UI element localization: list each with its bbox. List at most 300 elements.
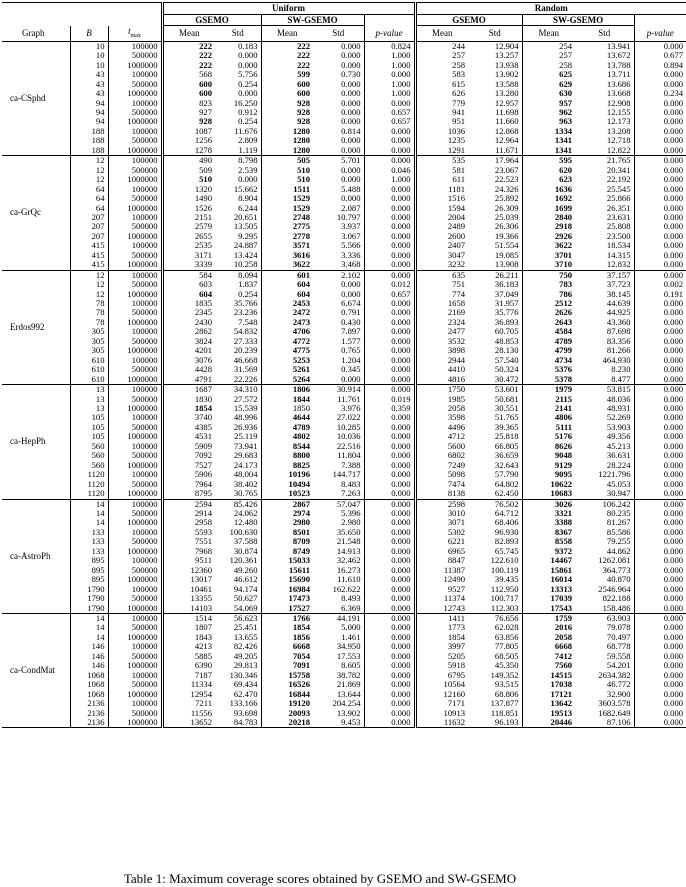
table-cell: 5205 <box>415 652 468 661</box>
table-cell: 0.000 <box>634 518 686 527</box>
table-cell: 2169 <box>415 308 468 317</box>
table-cell: 1843 <box>162 633 215 642</box>
table-cell: 3.468 <box>341 259 361 270</box>
table-cell: 11.804 <box>337 450 361 461</box>
table-cell: 6965 <box>415 547 468 556</box>
table-cell: 2958 <box>162 518 215 527</box>
table-cell: 1000000 <box>108 518 162 527</box>
table-cell: 13 <box>70 404 108 413</box>
table-cell: 2867 <box>261 499 313 509</box>
table-cell: 20.239 <box>233 345 258 356</box>
table-cell: 928 <box>261 108 313 117</box>
table-cell: 28.224 <box>606 459 631 470</box>
table-cell: 599 <box>261 70 313 79</box>
table-cell: 895 <box>70 566 108 575</box>
table-cell: 13.908 <box>494 259 519 270</box>
table-cell: 1514 <box>162 613 215 623</box>
table-cell: 3701 <box>522 251 575 260</box>
table-cell: 1526 <box>162 204 215 213</box>
table-cell: 13.788 <box>606 59 631 70</box>
table-cell: 1000000 <box>108 346 162 355</box>
table-cell: 11.660 <box>495 116 519 127</box>
table-cell: 1068 <box>70 680 108 689</box>
table-cell: 510 <box>162 175 215 184</box>
table-cell: 1.204 <box>341 354 361 365</box>
table-cell: 13355 <box>162 594 215 603</box>
table-cell: 16.250 <box>233 97 258 108</box>
table-cell: 1221.796 <box>598 469 631 480</box>
table-cell: 64.712 <box>494 508 519 518</box>
pvalue-header: p-value <box>634 26 686 42</box>
table-cell: 100.119 <box>490 564 519 575</box>
table-cell: 12.480 <box>233 517 258 528</box>
table-cell: 500000 <box>108 166 162 175</box>
table-cell: 0.000 <box>634 365 686 374</box>
table-cell: 623 <box>522 175 575 184</box>
table-cell: 76.656 <box>494 612 519 623</box>
table-cell: 510 <box>261 175 313 184</box>
table-cell: 0.657 <box>364 117 415 126</box>
table-cell: 600 <box>261 80 313 89</box>
table-cell: 27.022 <box>336 412 361 423</box>
table-cell: 0.359 <box>364 404 415 413</box>
table-cell: 16984 <box>261 585 313 594</box>
table-cell: 146 <box>70 642 108 651</box>
table-cell: 1.119 <box>238 144 258 155</box>
table-cell: 8.904 <box>238 193 258 204</box>
table-cell: 146 <box>70 652 108 661</box>
table-cell: 0.000 <box>341 164 361 175</box>
table-cell: 9527 <box>415 585 468 594</box>
table-cell: 14 <box>70 509 108 518</box>
table-cell: 82.426 <box>233 641 258 652</box>
table-cell: 751 <box>415 280 468 289</box>
table-cell: 30.874 <box>233 545 258 556</box>
table-cell: 12 <box>70 175 108 184</box>
table-cell: 2058 <box>522 633 575 642</box>
table-cell: 1000000 <box>108 260 162 270</box>
table-cell: 2407 <box>415 241 468 250</box>
table-cell: 0.000 <box>634 80 686 89</box>
table-cell: 1529 <box>261 204 313 213</box>
table-cell: 8.230 <box>611 364 631 375</box>
table-cell: 0.000 <box>634 461 686 470</box>
mean-header: Mean <box>522 26 575 42</box>
table-cell: 54.069 <box>233 602 258 613</box>
table-cell: 23.067 <box>494 164 519 175</box>
table-cell: 1773 <box>415 623 468 632</box>
table-cell: 1000000 <box>108 175 162 184</box>
table-cell: 1692 <box>522 194 575 203</box>
table-cell: 505 <box>261 156 313 166</box>
table-cell: 1529 <box>261 194 313 203</box>
table-cell: 35.766 <box>233 298 258 309</box>
table-cell: 0.000 <box>364 127 415 136</box>
table-cell: 60.705 <box>494 326 519 337</box>
table-cell: 130.346 <box>229 669 258 680</box>
table-cell: 0.000 <box>364 499 415 509</box>
table-cell: 1000000 <box>108 232 162 241</box>
table-cell: 0.657 <box>364 290 415 299</box>
table-cell: 10683 <box>522 489 575 499</box>
table-cell: 1235 <box>415 136 468 145</box>
table-cell: 0.000 <box>634 661 686 670</box>
table-cell: 36.659 <box>494 450 519 461</box>
table-cell: 12 <box>70 290 108 299</box>
table-cell: 105 <box>70 423 108 432</box>
table-cell: 12360 <box>162 566 215 575</box>
table-cell: 1000000 <box>108 318 162 327</box>
table-cell: 0.000 <box>364 241 415 250</box>
table-cell: 0.000 <box>634 537 686 546</box>
table-cell: 35.776 <box>494 307 519 318</box>
table-cell: 0.000 <box>634 633 686 642</box>
table-cell: 257 <box>522 51 575 60</box>
table-cell: 1.577 <box>341 335 361 346</box>
table-cell: 5176 <box>522 432 575 441</box>
table-cell: 2115 <box>522 395 575 404</box>
table-cell: 12 <box>70 166 108 175</box>
table-cell: 581 <box>415 166 468 175</box>
table-cell: 8.094 <box>238 269 258 280</box>
table-cell: 2778 <box>261 232 313 241</box>
table-cell: 19513 <box>522 709 575 718</box>
table-cell: 1278 <box>162 146 215 156</box>
table-cell: 96.930 <box>494 526 519 537</box>
table-cell: 13652 <box>162 718 215 728</box>
table-cell: 0.000 <box>364 251 415 260</box>
table-cell: 30.765 <box>233 488 258 499</box>
table-cell: 0.000 <box>364 566 415 575</box>
table-cell: 0.002 <box>634 280 686 289</box>
table-cell: 36.893 <box>494 316 519 327</box>
table-cell: 0.000 <box>634 575 686 584</box>
table-cell: 16526 <box>261 680 313 689</box>
table-cell: 0.000 <box>634 185 686 194</box>
table-cell: 4799 <box>522 346 575 355</box>
table-cell: 6221 <box>415 537 468 546</box>
table-cell: 23.500 <box>606 230 631 241</box>
table-cell: 3616 <box>261 251 313 260</box>
table-cell: 2775 <box>261 222 313 231</box>
table-cell: 5302 <box>415 528 468 537</box>
table-cell: 364.773 <box>602 564 631 575</box>
table-cell: 0.000 <box>634 623 686 632</box>
table-cell: 10564 <box>415 680 468 689</box>
table-cell: 0.000 <box>634 375 686 385</box>
table-cell: 0.254 <box>238 78 258 89</box>
table-cell: 13642 <box>522 699 575 708</box>
table-cell: 5253 <box>261 356 313 365</box>
table-cell: 7.897 <box>341 326 361 337</box>
table-cell: 21.548 <box>336 536 361 547</box>
b-column-header: B <box>70 26 108 42</box>
table-cell: 1000000 <box>108 375 162 385</box>
table-cell: 1256 <box>162 136 215 145</box>
table-row <box>2 375 686 385</box>
table-cell: 0.000 <box>341 144 361 155</box>
table-cell: 22.226 <box>233 373 258 384</box>
table-cell: 3321 <box>522 509 575 518</box>
table-cell: 0.000 <box>634 308 686 317</box>
table-cell: 10913 <box>415 709 468 718</box>
table-cell: 0.000 <box>364 518 415 527</box>
table-cell: 2.539 <box>238 164 258 175</box>
table-cell: 15033 <box>261 556 313 565</box>
table-cell: 3026 <box>522 499 575 509</box>
table-cell: 305 <box>70 327 108 336</box>
table-cell: 1790 <box>70 585 108 594</box>
table-cell: 13.938 <box>494 59 519 70</box>
table-cell: 100000 <box>108 528 162 537</box>
table-cell: 10.797 <box>336 211 361 222</box>
table-cell: 0.012 <box>364 280 415 289</box>
table-cell: 8795 <box>162 489 215 499</box>
table-cell: 43.360 <box>606 316 631 327</box>
table-cell: 8367 <box>522 528 575 537</box>
table-cell: 12160 <box>415 690 468 699</box>
table-cell: 15690 <box>261 575 313 584</box>
table-cell: 4789 <box>522 337 575 346</box>
graph-name: ca-HepPh <box>10 436 46 447</box>
table-cell: 10 <box>70 41 108 51</box>
table-cell: 305 <box>70 337 108 346</box>
table-cell: 53.815 <box>606 384 631 395</box>
table-cell: 0.000 <box>634 127 686 136</box>
table-cell: 12.908 <box>606 97 631 108</box>
table-cell: 254 <box>522 41 575 51</box>
table-cell: 0.000 <box>634 652 686 661</box>
table-cell: 8.493 <box>341 593 361 604</box>
table-cell: 10 <box>70 51 108 60</box>
table-cell: 500000 <box>108 709 162 718</box>
table-cell: 0.000 <box>364 642 415 651</box>
table-cell: 0.000 <box>341 78 361 89</box>
table-cell: 0.000 <box>364 509 415 518</box>
table-cell: 17527 <box>261 604 313 614</box>
table-cell: 207 <box>70 232 108 241</box>
table-cell: 23.236 <box>233 307 258 318</box>
table-cell: 0.912 <box>238 106 258 117</box>
table-cell: 6802 <box>415 451 468 460</box>
table-cell: 100000 <box>108 385 162 395</box>
table-cell: 0.000 <box>364 585 415 594</box>
table-cell: 12490 <box>415 575 468 584</box>
table-cell: 0.191 <box>634 290 686 299</box>
table-cell: 37.588 <box>233 536 258 547</box>
table-cell: 25.818 <box>494 431 519 442</box>
table-cell: 32.462 <box>336 555 361 566</box>
table-cell: 0.000 <box>634 509 686 518</box>
table-cell: 8847 <box>415 556 468 565</box>
table-cell: 0.000 <box>364 470 415 479</box>
table-cell: 26.306 <box>494 221 519 232</box>
table-cell: 0.000 <box>634 528 686 537</box>
table-cell: 11387 <box>415 566 468 575</box>
table-cell: 100000 <box>108 699 162 708</box>
table-cell: 0.000 <box>364 204 415 213</box>
table-cell: 0.000 <box>364 413 415 422</box>
table-cell: 1000000 <box>108 89 162 98</box>
table-cell: 0.000 <box>364 213 415 222</box>
table-cell: 20218 <box>261 718 313 728</box>
table-cell: 615 <box>415 80 468 89</box>
table-cell: 0.894 <box>634 61 686 70</box>
table-cell: 0.000 <box>634 41 686 51</box>
table-cell: 12743 <box>415 604 468 614</box>
table-cell: 56.623 <box>233 612 258 623</box>
table-cell: 45.350 <box>494 660 519 671</box>
table-cell: 52.269 <box>606 412 631 423</box>
table-cell: 100000 <box>108 213 162 222</box>
table-cell: 5600 <box>415 442 468 451</box>
table-row <box>2 146 686 156</box>
table-cell: 604 <box>261 280 313 289</box>
table-cell: 70.497 <box>606 631 631 642</box>
table-cell: 11.610 <box>337 574 361 585</box>
table-cell: 31.957 <box>494 298 519 309</box>
table-cell: 0.000 <box>341 193 361 204</box>
table-cell: 10.258 <box>233 259 258 270</box>
table-cell: 305 <box>70 346 108 355</box>
table-cell: 100000 <box>108 185 162 194</box>
table-cell: 0.000 <box>341 106 361 117</box>
random-gsemo-header: GSEMO <box>415 14 522 26</box>
table-cell: 0.000 <box>634 356 686 365</box>
table-cell: 100000 <box>108 299 162 308</box>
table-cell: 500000 <box>108 51 162 60</box>
table-cell: 0.000 <box>364 156 415 166</box>
table-cell: 1000000 <box>108 61 162 70</box>
table-cell: 12.957 <box>494 97 519 108</box>
table-cell: 568 <box>162 70 215 79</box>
table-cell: 0.000 <box>364 547 415 556</box>
table-cell: 6795 <box>415 671 468 680</box>
table-cell: 1000000 <box>108 661 162 670</box>
table-cell: 29.813 <box>233 660 258 671</box>
table-cell: 1000000 <box>108 404 162 413</box>
table-cell: 5918 <box>415 661 468 670</box>
table-cell: 78 <box>70 308 108 317</box>
table-cell: 0.000 <box>364 556 415 565</box>
table-cell: 1516 <box>415 194 468 203</box>
table-cell: 0.000 <box>341 135 361 146</box>
table-cell: 1320 <box>162 185 215 194</box>
table-cell: 1000000 <box>108 204 162 213</box>
table-cell: 7968 <box>162 547 215 556</box>
table-cell: 43 <box>70 80 108 89</box>
table-cell: 604 <box>261 290 313 299</box>
table-cell: 1.000 <box>364 80 415 89</box>
table-cell: 188 <box>70 146 108 156</box>
table-cell: 630 <box>522 89 575 98</box>
table-cell: 8138 <box>415 489 468 499</box>
table-cell: 2840 <box>522 213 575 222</box>
table-cell: 5376 <box>522 365 575 374</box>
table-cell: 415 <box>70 241 108 250</box>
table-cell: 2.087 <box>341 202 361 213</box>
table-cell: 12954 <box>162 690 215 699</box>
table-cell: 0.000 <box>634 470 686 479</box>
table-cell: 500000 <box>108 136 162 145</box>
table-cell: 17.553 <box>336 650 361 661</box>
table-cell: 63.856 <box>494 631 519 642</box>
table-cell: 0.000 <box>634 156 686 166</box>
table-cell: 0.254 <box>238 288 258 299</box>
table-cell: 6668 <box>261 642 313 651</box>
table-cell: 100000 <box>108 270 162 280</box>
table-cell: 1334 <box>522 127 575 136</box>
table-cell: 12.832 <box>606 259 631 270</box>
table-cell: 149.352 <box>490 669 519 680</box>
table-cell: 4385 <box>162 423 215 432</box>
table-cell: 500000 <box>108 308 162 317</box>
table-cell: 100000 <box>108 585 162 594</box>
table-cell: 2600 <box>415 232 468 241</box>
table-cell: 0.000 <box>634 270 686 280</box>
table-cell: 32.643 <box>494 459 519 470</box>
table-cell: 62.450 <box>494 488 519 499</box>
table-cell: 32.900 <box>606 688 631 699</box>
table-cell: 94 <box>70 99 108 108</box>
table-cell: 13.668 <box>606 88 631 99</box>
table-cell: 0.000 <box>364 146 415 156</box>
table-cell: 822.188 <box>602 593 631 604</box>
table-cell: 14515 <box>522 671 575 680</box>
table-cell: 50.627 <box>233 593 258 604</box>
std-header: Std <box>332 28 345 39</box>
table-cell: 12.868 <box>494 125 519 136</box>
table-cell: 5.756 <box>238 69 258 80</box>
table-cell: 100000 <box>108 156 162 166</box>
table-cell: 2136 <box>70 718 108 728</box>
table-cell: 3824 <box>162 337 215 346</box>
table-cell: 7560 <box>522 661 575 670</box>
table-cell: 7092 <box>162 451 215 460</box>
table-cell: 54.832 <box>233 326 258 337</box>
table-cell: 7.548 <box>238 316 258 327</box>
table-cell: 68.806 <box>494 688 519 699</box>
table-cell: 73.941 <box>233 440 258 451</box>
table-cell: 11374 <box>415 594 468 603</box>
table-cell: 1341 <box>522 146 575 156</box>
table-cell: 69.434 <box>233 679 258 690</box>
table-cell: 750 <box>522 270 575 280</box>
std-header: Std <box>488 28 501 39</box>
table-cell: 207 <box>70 222 108 231</box>
table-cell: 0.000 <box>364 451 415 460</box>
table-caption: Table 1: Maximum coverage scores obtained by GSEMO and SW-GSEMO <box>123 871 517 886</box>
table-cell: 14467 <box>522 556 575 565</box>
table-cell: 20446 <box>522 718 575 728</box>
table-cell: 11.676 <box>234 125 258 136</box>
table-cell: 133 <box>70 528 108 537</box>
table-cell: 17543 <box>522 604 575 614</box>
table-cell: 46.612 <box>233 574 258 585</box>
table-cell: 64 <box>70 185 108 194</box>
table-cell: 0.000 <box>634 260 686 270</box>
table-cell: 1280 <box>261 136 313 145</box>
table-cell: 50.324 <box>494 364 519 375</box>
table-cell: 0.000 <box>364 385 415 395</box>
table-cell: 12 <box>70 270 108 280</box>
table-cell: 4802 <box>261 432 313 441</box>
table-cell: 500000 <box>108 566 162 575</box>
table-cell: 45.053 <box>606 478 631 489</box>
table-cell: 600 <box>261 89 313 98</box>
table-cell: 2324 <box>415 318 468 327</box>
table-cell: 81.267 <box>606 517 631 528</box>
